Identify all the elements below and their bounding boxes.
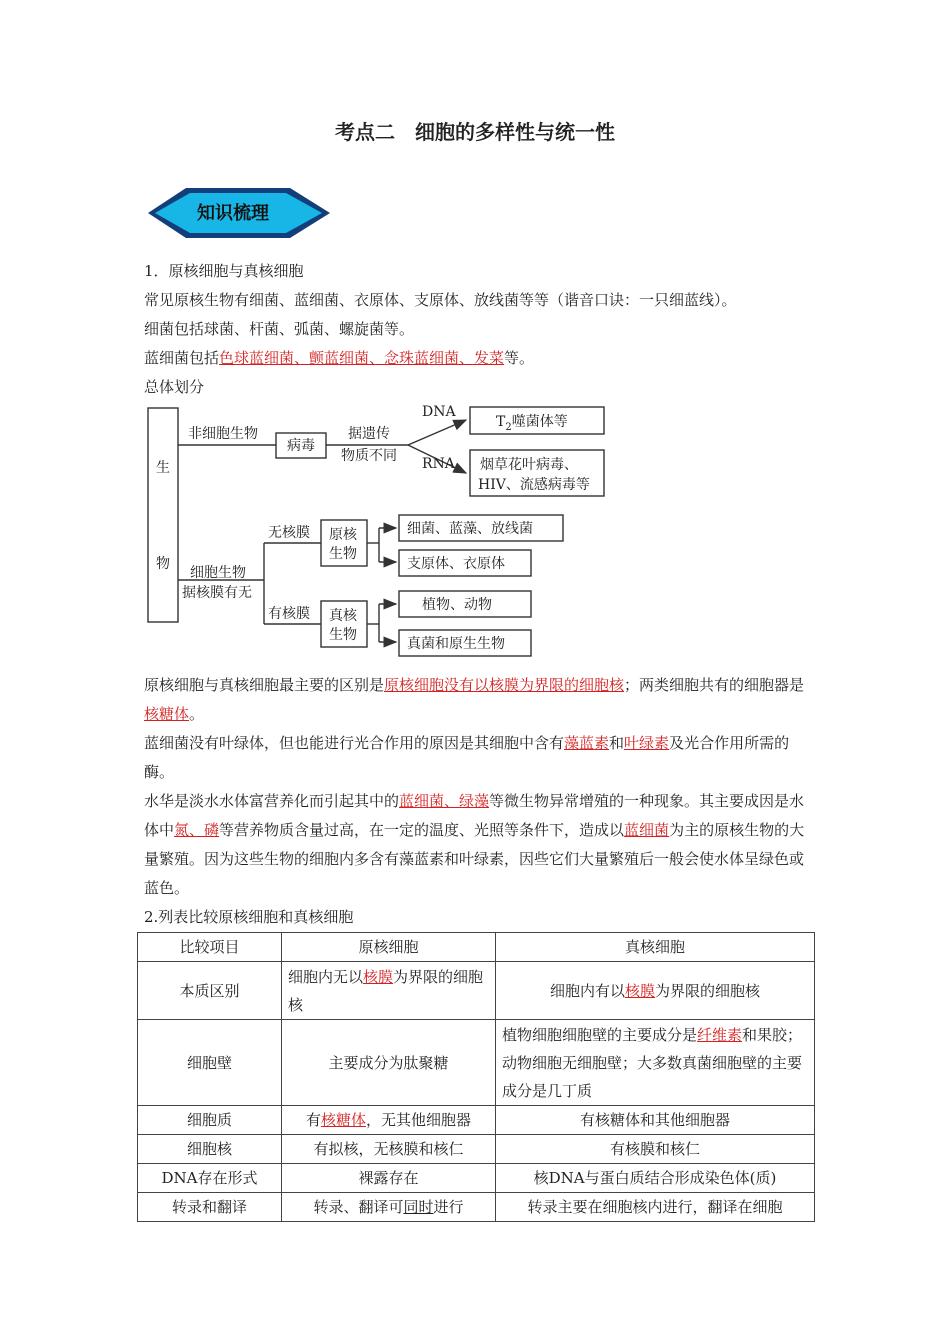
section-2-heading: 2.列表比较原核细胞和真核细胞 — [144, 908, 354, 926]
photosynthesis-note: 蓝细菌没有叶绿体，但也能进行光合作用的原因是其细胞中含有藻蓝素和叶绿素及光合作用所需的酶。 — [144, 734, 790, 781]
section-1 — [144, 257, 814, 402]
table-cell: 有核膜和核仁 — [496, 1135, 815, 1164]
section-badge — [146, 186, 332, 240]
table-cell: 有拟核，无核膜和核仁 — [282, 1135, 496, 1164]
table-cell: 细胞内有以核膜为界限的细胞核 — [496, 962, 815, 1020]
classification-label: 总体划分 — [144, 378, 205, 396]
table-cell: 转录、翻译可同时进行 — [282, 1193, 496, 1222]
badge-label: 知识梳理 — [197, 203, 269, 224]
table-row — [138, 962, 815, 1020]
table-cell: DNA存在形式 — [138, 1164, 282, 1193]
eukaryote-b-label: 真菌和原生生物 — [407, 636, 505, 652]
table-cell: 有核糖体和其他细胞器 — [496, 1106, 815, 1135]
eukaryote-label-1: 真核 — [329, 608, 357, 624]
table-row — [138, 933, 815, 962]
table-row — [138, 1106, 815, 1135]
table-row — [138, 1164, 815, 1193]
prokaryote-a-label: 细菌、蓝藻、放线菌 — [407, 521, 533, 537]
root-box — [148, 408, 178, 622]
dna-virus-label: $T_2$噬菌体等 — [496, 414, 568, 433]
comparison-table — [137, 932, 815, 1222]
bacteria-list: 细菌包括球菌、杆菌、弧菌、螺旋菌等。 — [144, 320, 415, 338]
noncell-label: 非细胞生物 — [188, 426, 258, 442]
genetic-label-2: 物质不同 — [341, 448, 397, 464]
table-cell: 细胞核 — [138, 1135, 282, 1164]
rna-virus-label-2: HIV、流感病毒等 — [478, 477, 590, 493]
root-label-top: 生 — [156, 460, 170, 476]
eukaryote-a-label: 植物、动物 — [422, 597, 492, 613]
rna-virus-label-1: 烟草花叶病毒、 — [480, 457, 578, 473]
table-row — [138, 1135, 815, 1164]
prokaryote-label-1: 原核 — [329, 527, 357, 543]
has-membrane-label: 有核膜 — [268, 606, 310, 622]
table-cell: 有核糖体，无其他细胞器 — [282, 1106, 496, 1135]
no-membrane-label: 无核膜 — [268, 525, 310, 541]
cyanobacteria-list: 蓝细菌包括色球蓝细菌、颤蓝细菌、念珠蓝细菌、发菜等。 — [144, 349, 535, 367]
rna-label: RNA — [422, 456, 455, 472]
page-title: 考点二 细胞的多样性与统一性 — [335, 120, 615, 144]
table-cell: 裸露存在 — [282, 1164, 496, 1193]
table-row — [138, 1020, 815, 1106]
cell-label-2: 据核膜有无 — [182, 585, 252, 601]
algal-bloom-note: 水华是淡水水体富营养化而引起其中的蓝细菌、绿藻等微生物异常增殖的一种现象。其主要成因是水体中氮、磷等营养物质含量过高，在一定的温度、光照等条件下，造成以蓝细菌为主的原核生物的大量繁殖。因为这些生物的细胞内多含有藻蓝素和叶绿素，因些它们大量繁殖后一般会使水体呈绿色或蓝色。 — [144, 792, 805, 897]
table-cell: 细胞内无以核膜为界限的细胞核 — [282, 962, 496, 1020]
table-header-cell: 原核细胞 — [282, 933, 496, 962]
genetic-label-1: 据遗传 — [348, 426, 390, 442]
prokaryote-list: 常见原核生物有细菌、蓝细菌、衣原体、支原体、放线菌等等（谐音口诀：一只细蓝线）。 — [144, 291, 737, 309]
table-header-cell: 真核细胞 — [496, 933, 815, 962]
main-difference: 原核细胞与真核细胞最主要的区别是原核细胞没有以核膜为界限的细胞核；两类细胞共有的细胞器是核糖体。 — [144, 676, 805, 723]
root-label-bottom: 物 — [156, 556, 170, 572]
section-2 — [144, 671, 814, 932]
cell-label-1: 细胞生物 — [190, 565, 246, 581]
prokaryote-b-label: 支原体、衣原体 — [407, 556, 505, 572]
table-cell: 本质区别 — [138, 962, 282, 1020]
section-1-heading: 1．原核细胞与真核细胞 — [144, 262, 304, 280]
table-row — [138, 1193, 815, 1222]
table-cell: 细胞质 — [138, 1106, 282, 1135]
prokaryote-label-2: 生物 — [329, 546, 357, 562]
dna-label: DNA — [422, 404, 456, 420]
eukaryote-label-2: 生物 — [329, 627, 357, 643]
table-cell: 核DNA与蛋白质结合形成染色体(质) — [496, 1164, 815, 1193]
table-cell: 主要成分为肽聚糖 — [282, 1020, 496, 1106]
classification-diagram — [146, 398, 610, 660]
table-header-cell: 比较项目 — [138, 933, 282, 962]
virus-label: 病毒 — [287, 438, 315, 454]
table-cell: 细胞壁 — [138, 1020, 282, 1106]
table-cell: 转录主要在细胞核内进行，翻译在细胞 — [496, 1193, 815, 1222]
table-cell: 植物细胞细胞壁的主要成分是纤维素和果胶；动物细胞无细胞壁；大多数真菌细胞壁的主要成分是几丁质 — [496, 1020, 815, 1106]
table-cell: 转录和翻译 — [138, 1193, 282, 1222]
